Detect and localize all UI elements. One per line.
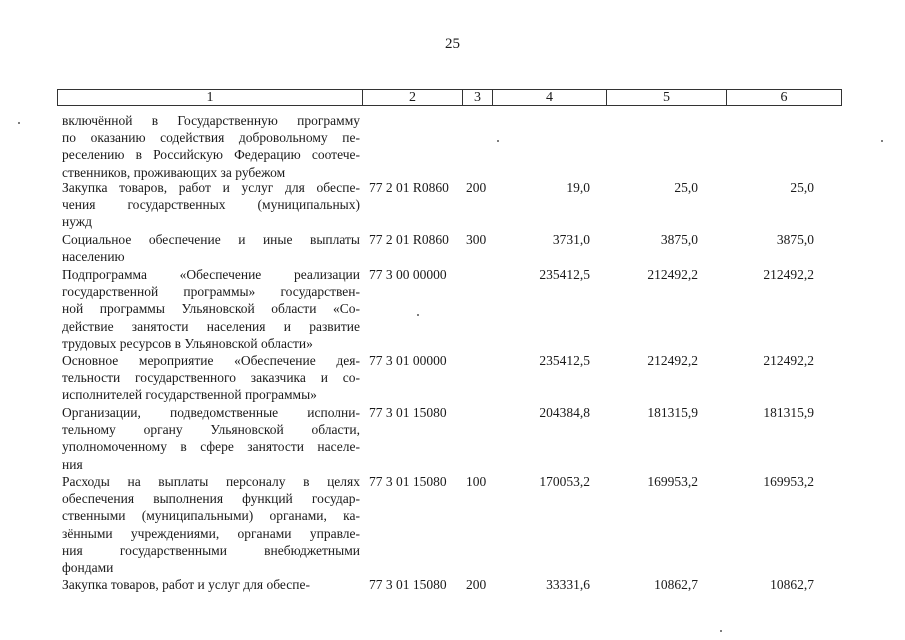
description-line: ной программы Ульяновской области «Со- [62,301,360,317]
description-line: Расходы на выплаты персоналу в целях [62,474,360,489]
row-value-col4: 33331,6 [546,577,590,592]
row-description [62,576,360,593]
header-col-4: 4 [492,90,606,105]
description-line: тельному органу Ульяновской области, [62,422,360,438]
row-expense-type: 200 [466,577,487,592]
description-line: Социальное обеспечение и иные выплаты [62,232,360,247]
description-line: Закупка товаров, работ и услуг для обеспе- [62,577,310,592]
row-value-col5: 169953,2 [647,474,698,489]
row-value-col4: 235412,5 [539,267,590,282]
description-line: населению [62,249,125,265]
row-description [62,231,360,265]
row-value-col5: 10862,7 [654,577,698,592]
row-value-col4: 204384,8 [539,405,590,420]
description-line: исполнителей государственной программы» [62,387,317,403]
row-value-col4: 170053,2 [539,474,590,489]
row-expense-type: 300 [466,232,487,247]
header-col-2: 2 [362,90,462,105]
row-code: 77 3 00 00000 [369,267,447,282]
header-col-3: 3 [462,90,492,105]
description-line: ственников, проживающих за рубежом [62,164,286,180]
row-value-col6: 3875,0 [776,232,814,247]
header-col-5: 5 [606,90,726,105]
row-value-col6: 212492,2 [763,353,814,368]
scan-speck [18,122,20,124]
scan-speck [497,140,499,142]
description-line: тельности государственного заказчика и со- [62,370,360,386]
row-description [62,179,360,231]
row-description [62,266,360,352]
row-code: 77 3 01 15080 [369,405,447,420]
header-col-1: 1 [206,90,214,105]
row-value-col6: 169953,2 [763,474,814,489]
description-line: Закупка товаров, работ и услуг для обеспе- [62,180,360,195]
description-line: нужд [62,214,92,230]
description-line: по оказанию содействия добровольному пе- [62,130,360,146]
row-value-col6: 212492,2 [763,267,814,282]
row-description [62,352,360,404]
description-line: фондами [62,560,114,576]
row-description [62,473,360,576]
description-line: ственными (муниципальными) органами, ка- [62,508,360,524]
scan-speck [720,630,722,632]
row-value-col4: 19,0 [566,180,590,195]
row-value-col6: 25,0 [790,180,814,195]
row-value-col5: 181315,9 [647,405,698,420]
row-expense-type: 100 [466,474,487,489]
row-code: 77 2 01 R0860 [369,232,449,247]
row-value-col6: 181315,9 [763,405,814,420]
description-line: Организации, подведомственные исполни- [62,405,360,420]
description-line: обеспечения выполнения функций государ- [62,491,360,507]
row-code: 77 3 01 15080 [369,577,447,592]
description-line: государственной программы» государствен- [62,284,360,300]
row-value-col6: 10862,7 [770,577,814,592]
row-description [62,112,360,181]
row-code: 77 3 01 00000 [369,353,447,368]
description-line: действие занятости населения и развитие [62,318,360,334]
row-value-col5: 212492,2 [647,267,698,282]
description-line: ния [62,456,83,472]
row-value-col4: 3731,0 [552,232,590,247]
row-code: 77 3 01 15080 [369,474,447,489]
header-col-6: 6 [726,90,841,105]
description-line: ния государственными внебюджетными [62,542,360,558]
row-code: 77 2 01 R0860 [369,180,449,195]
description-line: чения государственных (муниципальных) [62,197,360,213]
description-line: включённой в Государственную программу [62,113,360,128]
description-line: реселению в Российскую Федерацию соотече- [62,147,360,163]
row-value-col4: 235412,5 [539,353,590,368]
scan-speck [881,140,883,142]
description-line: Основное мероприятие «Обеспечение дея- [62,353,360,368]
row-value-col5: 25,0 [674,180,698,195]
description-line: зёнными учреждениями, органами управле- [62,525,360,541]
scan-speck [417,314,419,316]
row-description [62,404,360,473]
row-value-col5: 212492,2 [647,353,698,368]
description-line: трудовых ресурсов в Ульяновской области» [62,335,313,351]
description-line: Подпрограмма «Обеспечение реализации [62,267,360,282]
description-line: уполномоченному в сфере занятости населе- [62,439,360,455]
row-value-col5: 3875,0 [660,232,698,247]
page-number: 25 [445,36,460,52]
row-expense-type: 200 [466,180,487,195]
